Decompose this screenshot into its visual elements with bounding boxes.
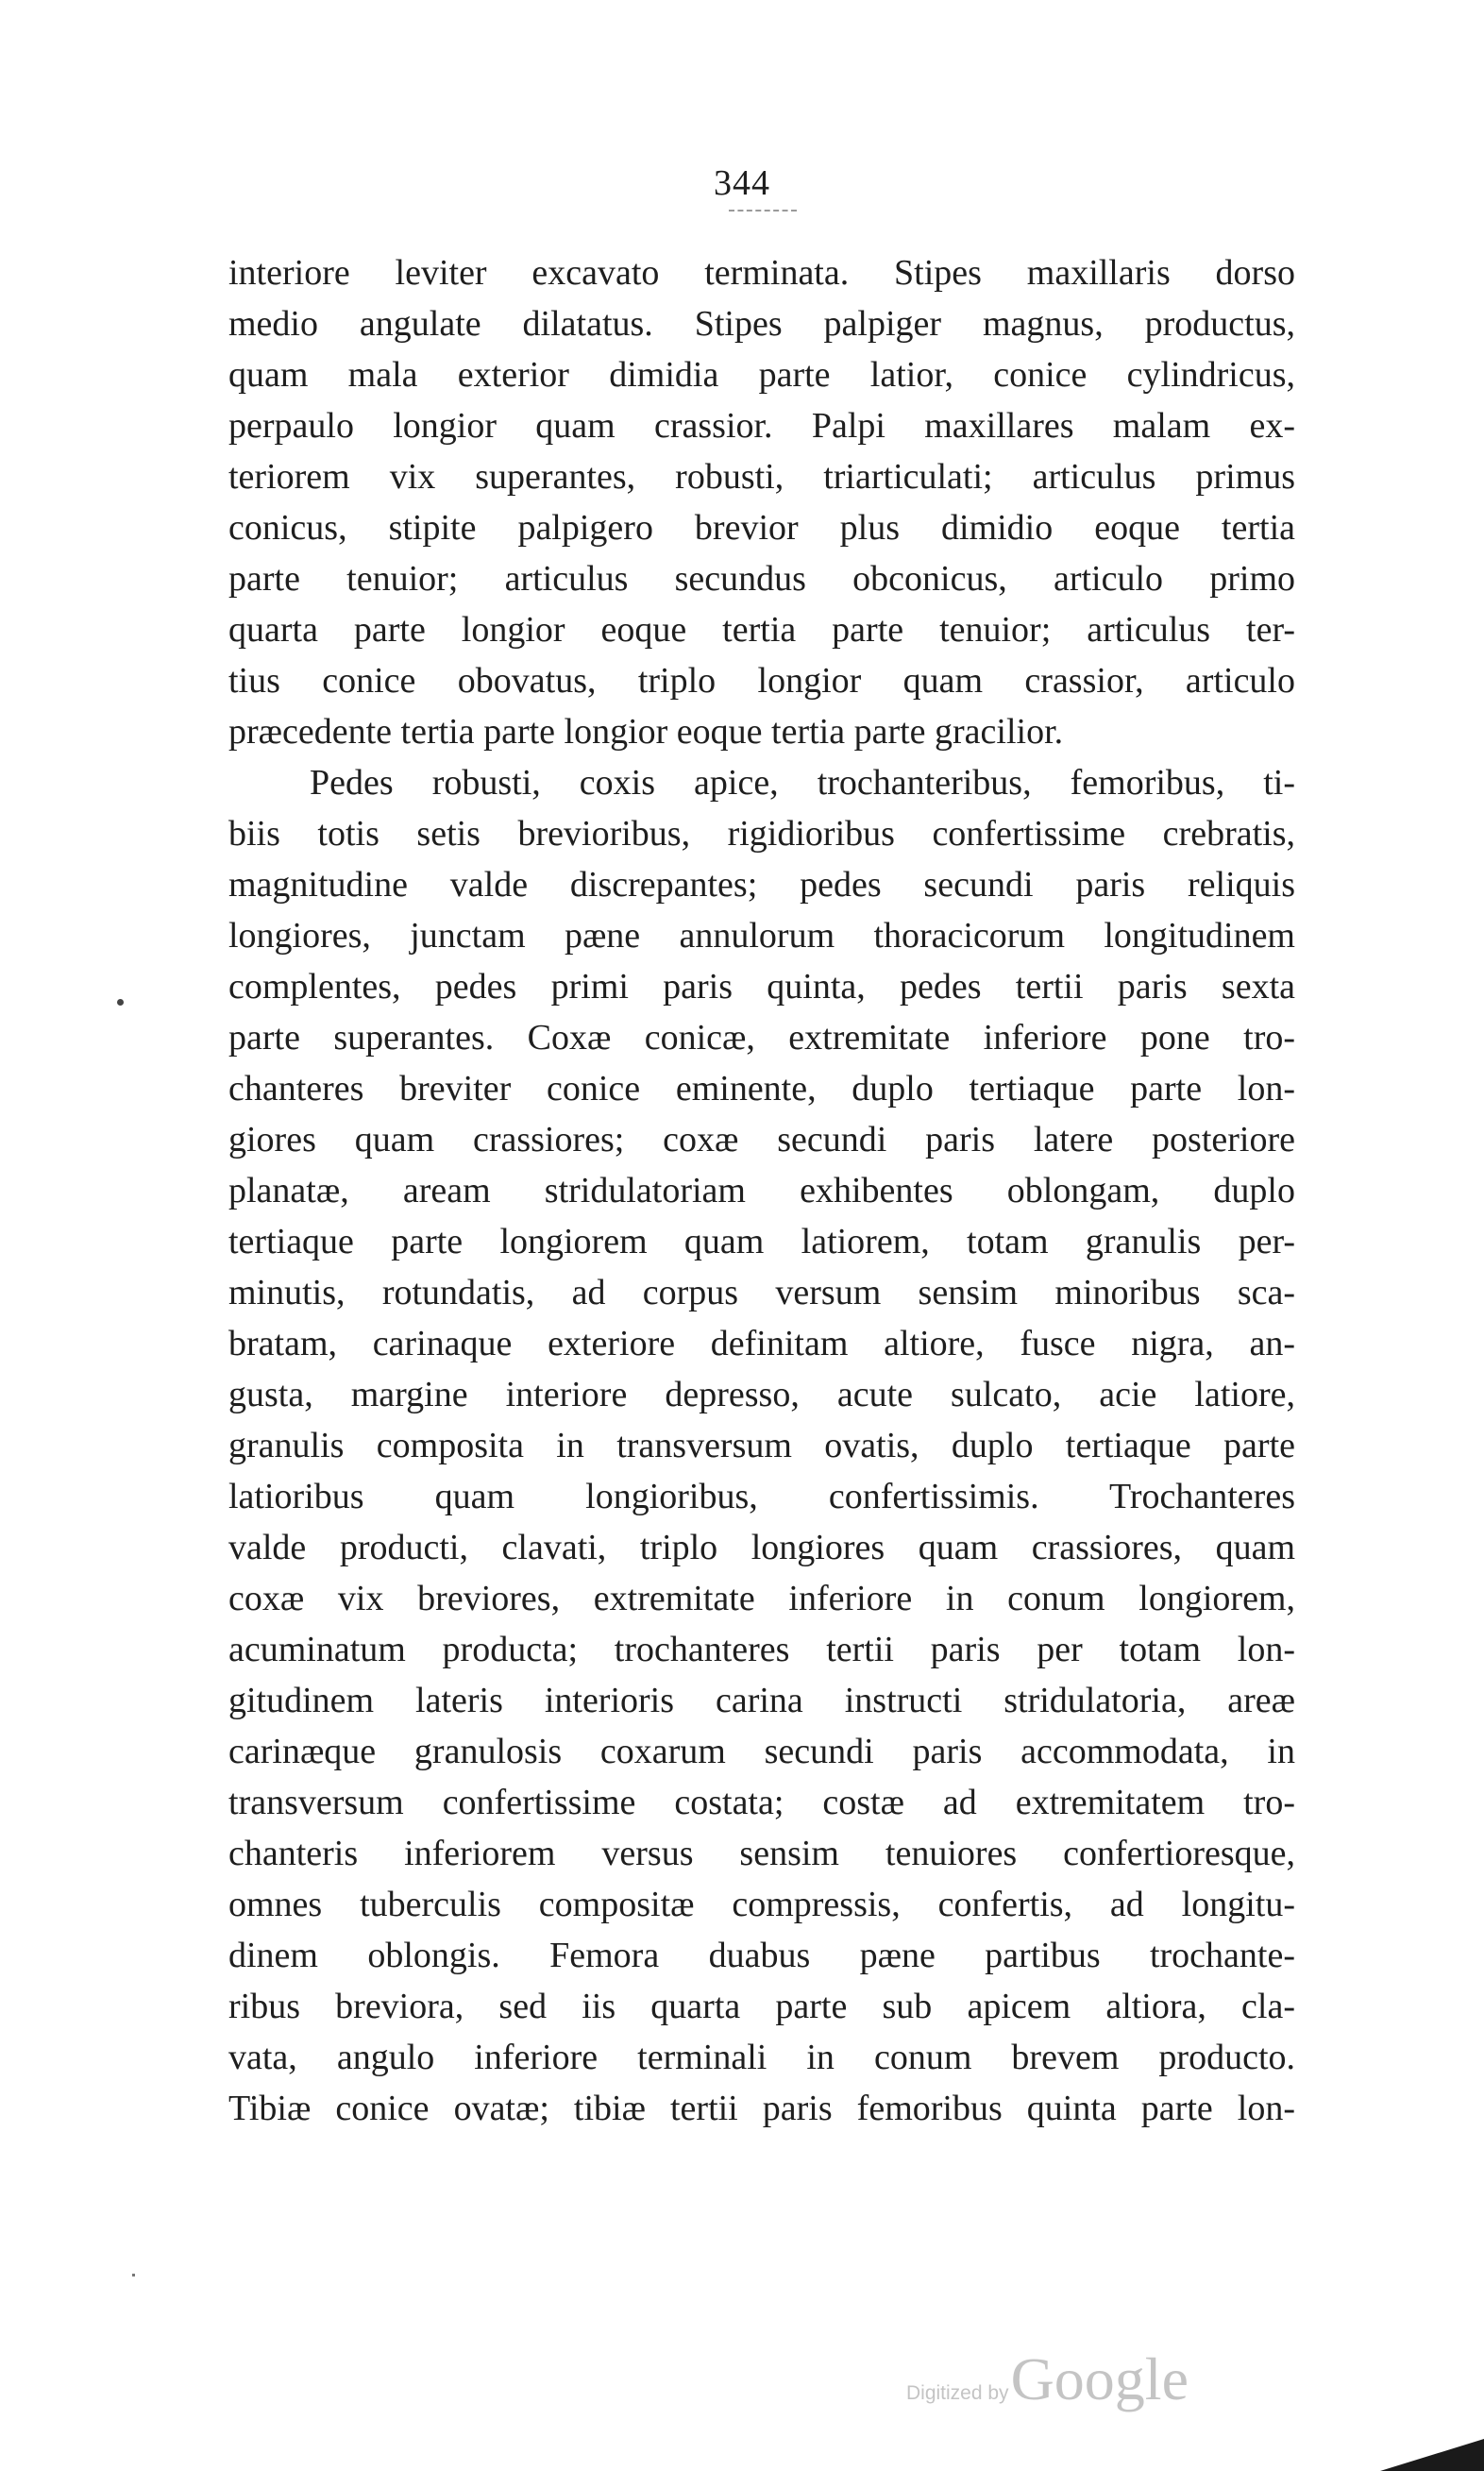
text-line: chanteres breviter conice eminente, duplo tertiaque parte lon- — [228, 1069, 1295, 1109]
text-line: medio angulate dilatatus. Stipes palpiger magnus, productus, — [228, 304, 1295, 344]
margin-dot — [117, 999, 124, 1006]
text-line: minutis, rotundatis, ad corpus versum sensim minoribus sca- — [228, 1273, 1295, 1312]
text-line: interiore leviter excavato terminata. Stipes maxillaris dorso — [228, 253, 1295, 293]
text-line: giores quam crassiores; coxæ secundi paris latere posteriore — [228, 1120, 1295, 1159]
text-line: magnitudine valde discrepantes; pedes secundi paris reliquis — [228, 865, 1295, 905]
text-line: granulis composita in transversum ovatis, duplo tertiaque parte — [228, 1426, 1295, 1465]
text-line: tius conice obovatus, triplo longior quam crassior, articulo — [228, 661, 1295, 701]
text-line: quarta parte longior eoque tertia parte tenuior; articulus ter- — [228, 610, 1295, 650]
text-line: planatæ, aream stridulatoriam exhibentes oblongam, duplo — [228, 1171, 1295, 1210]
text-line: teriorem vix superantes, robusti, triarticulati; articulus primus — [228, 457, 1295, 497]
text-line: dinem oblongis. Femora duabus pæne partibus trochante- — [228, 1936, 1295, 1975]
text-line: præcedente tertia parte longior eoque tertia parte gracilior. — [228, 712, 1064, 752]
page-number: 344 — [714, 163, 770, 203]
text-line: omnes tuberculis compositæ compressis, confertis, ad longitu- — [228, 1885, 1295, 1924]
text-line: gusta, margine interiore depresso, acute sulcato, acie latiore, — [228, 1375, 1295, 1414]
text-line: longiores, junctam pæne annulorum thoracicorum longitudinem — [228, 916, 1295, 956]
text-line: coxæ vix breviores, extremitate inferiore in conum longiorem, — [228, 1579, 1295, 1618]
page-number-rule — [729, 210, 797, 212]
watermark-prefix: Digitized by — [906, 2382, 1009, 2404]
text-line: latioribus quam longioribus, confertissimis. Trochanteres — [228, 1477, 1295, 1516]
digitized-by-watermark — [906, 2345, 1189, 2412]
text-line: Tibiæ conice ovatæ; tibiæ tertii paris femoribus quinta parte lon- — [228, 2089, 1295, 2128]
text-line: perpaulo longior quam crassior. Palpi maxillares malam ex- — [228, 406, 1295, 446]
text-line: conicus, stipite palpigero brevior plus dimidio eoque tertia — [228, 508, 1295, 548]
text-line: transversum confertissime costata; costæ ad extremitatem tro- — [228, 1783, 1295, 1822]
text-line: quam mala exterior dimidia parte latior, conice cylindricus, — [228, 355, 1295, 395]
text-line: parte superantes. Coxæ conicæ, extremitate inferiore pone tro- — [228, 1018, 1295, 1058]
text-line: ribus breviora, sed iis quarta parte sub apicem altiora, cla- — [228, 1987, 1295, 2026]
text-line: tertiaque parte longiorem quam latiorem, totam granulis per- — [228, 1222, 1295, 1261]
text-line: Pedes robusti, coxis apice, trochanteribus, femoribus, ti- — [310, 763, 1295, 803]
scan-corner-edge — [1380, 2439, 1484, 2471]
text-line: chanteris inferiorem versus sensim tenuiores confertioresque, — [228, 1834, 1295, 1873]
stray-mark — [132, 2274, 135, 2276]
text-line: acuminatum producta; trochanteres tertii paris per totam lon- — [228, 1630, 1295, 1669]
text-line: valde producti, clavati, triplo longiores quam crassiores, quam — [228, 1528, 1295, 1567]
body-text — [228, 247, 1295, 2134]
text-line: bratam, carinaque exteriore definitam altiore, fusce nigra, an- — [228, 1324, 1295, 1363]
text-line: carinæque granulosis coxarum secundi paris accommodata, in — [228, 1732, 1295, 1771]
text-line: gitudinem lateris interioris carina instructi stridulatoria, areæ — [228, 1681, 1295, 1720]
text-line: biis totis setis brevioribus, rigidioribus confertissime crebratis, — [228, 814, 1295, 854]
text-line: vata, angulo inferiore terminali in conum brevem producto. — [228, 2038, 1295, 2077]
google-logo: Google — [1010, 2345, 1189, 2412]
text-line: complentes, pedes primi paris quinta, pedes tertii paris sexta — [228, 967, 1295, 1007]
text-line: parte tenuior; articulus secundus obconicus, articulo primo — [228, 559, 1295, 599]
